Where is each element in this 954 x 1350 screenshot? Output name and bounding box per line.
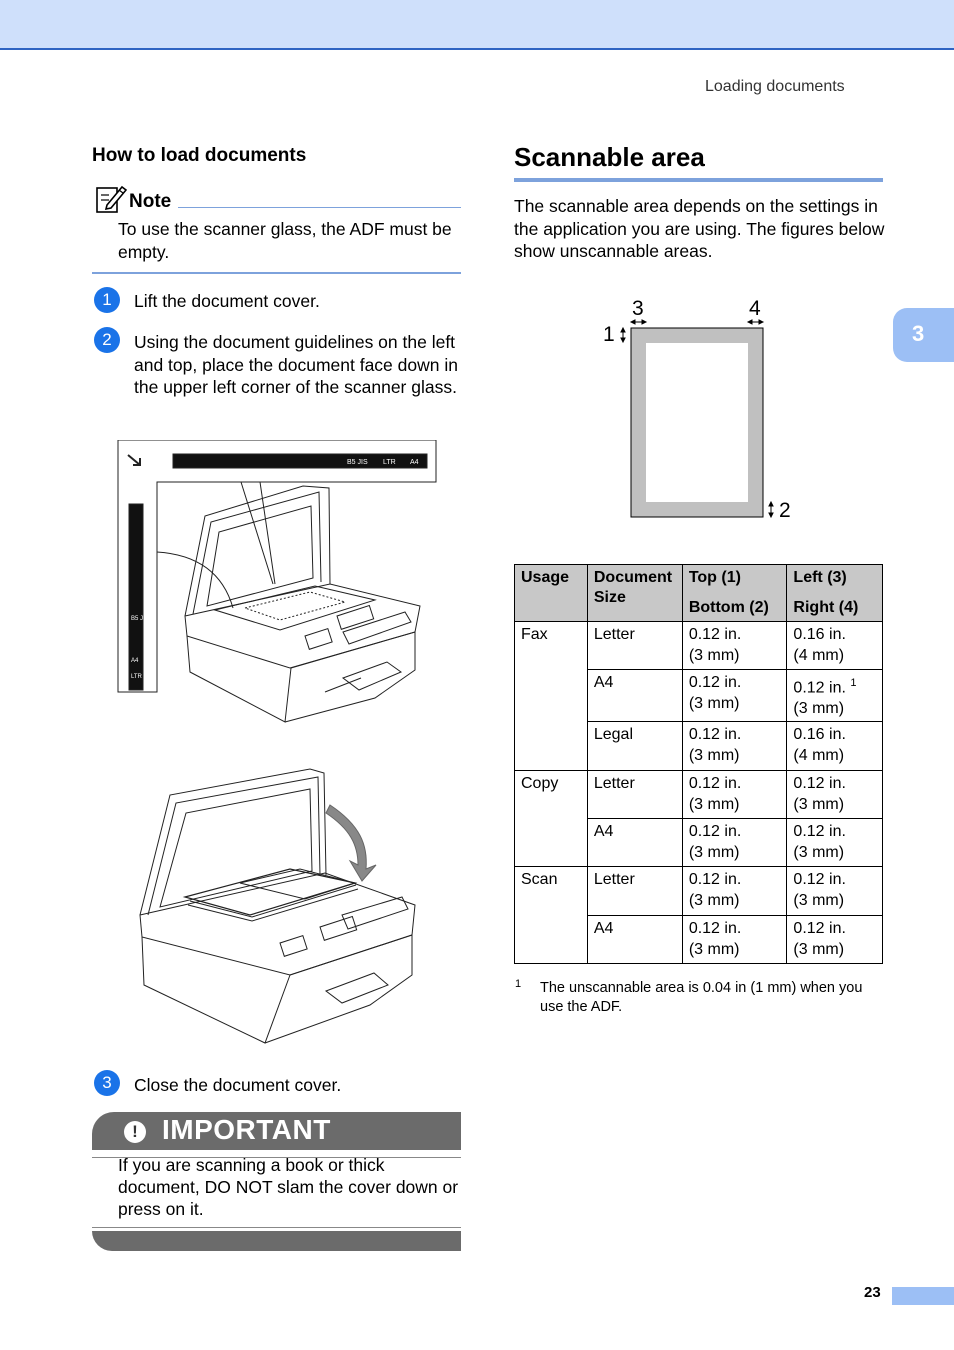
table-row <box>515 867 883 916</box>
footnote-number: 1 <box>515 978 522 990</box>
note-label: Note <box>129 191 172 212</box>
diagram-label-bottom: 2 <box>779 499 791 522</box>
top-bottom-cell: 0.12 in. (3 mm) <box>682 819 787 867</box>
left-right-cell: 0.12 in. (3 mm) <box>787 771 883 819</box>
size-cell: Letter <box>587 867 682 916</box>
footnote-text: The unscannable area is 0.04 in (1 mm) when you use the ADF. <box>540 980 863 1015</box>
close-arrow-icon <box>326 805 376 881</box>
left-right-cell: 0.16 in. (4 mm) <box>787 722 883 771</box>
guide-vlabel-ltr: LTR <box>131 674 142 680</box>
col-bottom: Bottom (2) <box>688 599 769 616</box>
note-divider-top <box>178 207 461 208</box>
size-cell: Letter <box>587 622 682 670</box>
col-top-bottom <box>682 565 787 622</box>
top-bottom-cell: 0.12 in. (3 mm) <box>682 622 787 670</box>
left-right-cell: 0.12 in. (3 mm) <box>787 819 883 867</box>
running-header: Loading documents <box>705 78 845 95</box>
top-bottom-cell: 0.12 in. (3 mm) <box>682 722 787 771</box>
important-divider-bottom <box>92 1227 461 1228</box>
col-left: Left (3) <box>793 569 847 586</box>
table-header-row <box>515 565 883 622</box>
guide-label-a4: A4 <box>410 459 419 466</box>
table-row <box>515 771 883 819</box>
footnote-ref: 1 <box>850 677 857 689</box>
guide-vlabel-b5: B5 JIS <box>131 616 149 622</box>
diagram-label-top: 1 <box>603 323 615 346</box>
step-number-2: 2 <box>94 327 120 353</box>
step-text-1: Lift the document cover. <box>134 291 320 311</box>
note-text: To use the scanner glass, the ADF must be empty. <box>118 219 452 262</box>
page-number: 23 <box>864 1284 881 1301</box>
size-cell: A4 <box>587 916 682 964</box>
scannable-area-table <box>514 564 883 964</box>
diagram-label-left: 3 <box>632 297 644 320</box>
step-text-3: Close the document cover. <box>134 1075 342 1095</box>
note-divider-bottom <box>92 272 461 274</box>
scannable-intro: The scannable area depends on the settings in the application you are using. The figures below show unscannable areas. <box>514 196 885 261</box>
close-cover-figure <box>130 765 425 1050</box>
size-cell: Letter <box>587 771 682 819</box>
section-heading-rule <box>514 178 883 182</box>
step-number-3: 3 <box>94 1070 120 1096</box>
diagram-label-right: 4 <box>749 297 761 320</box>
col-usage: Usage <box>515 565 588 622</box>
unscannable-area-diagram <box>595 290 805 525</box>
top-bottom-cell: 0.12 in. (3 mm) <box>682 916 787 964</box>
section-heading-load: How to load documents <box>92 145 307 166</box>
size-cell: A4 <box>587 819 682 867</box>
chapter-tab[interactable] <box>893 308 954 362</box>
guide-vlabel-a4: A4 <box>131 658 139 664</box>
section-heading-scannable: Scannable area <box>514 142 705 172</box>
usage-cell: Copy <box>515 771 588 867</box>
usage-cell: Fax <box>515 622 588 771</box>
important-footer-bar <box>92 1231 461 1251</box>
left-right-cell: 0.12 in. (3 mm) <box>787 867 883 916</box>
col-document-size: Document Size <box>587 565 682 622</box>
usage-cell: Scan <box>515 867 588 964</box>
left-right-cell: 0.12 in. (3 mm) <box>787 916 883 964</box>
guide-label-ltr: LTR <box>383 459 396 466</box>
col-right: Right (4) <box>793 599 859 616</box>
size-cell: A4 <box>587 670 682 722</box>
table-row <box>515 622 883 670</box>
step-number-1: 1 <box>94 287 120 313</box>
scanner-glass-guidelines-figure <box>115 440 440 730</box>
page-tab <box>892 1287 954 1305</box>
guide-label-b5: B5 JIS <box>347 459 368 466</box>
top-bottom-cell: 0.12 in. (3 mm) <box>682 771 787 819</box>
important-title: IMPORTANT <box>162 1114 331 1145</box>
left-right-cell: 0.16 in. (4 mm) <box>787 622 883 670</box>
step-text-2: Using the document guidelines on the left and top, place the document face down in the upper left corner of the scanner glass. <box>134 332 458 397</box>
chapter-number: 3 <box>912 321 925 346</box>
warning-icon: ! <box>124 1121 146 1143</box>
top-bottom-cell: 0.12 in. (3 mm) <box>682 670 787 722</box>
note-pencil-icon <box>95 183 127 215</box>
header-band <box>0 0 954 50</box>
col-left-right <box>787 565 883 622</box>
size-cell: Legal <box>587 722 682 771</box>
left-right-cell: 0.12 in. $^1$ (3 mm) <box>787 670 883 722</box>
col-top: Top (1) <box>688 569 741 586</box>
top-bottom-cell: 0.12 in. (3 mm) <box>682 867 787 916</box>
important-text: If you are scanning a book or thick document, DO NOT slam the cover down or press on it. <box>118 1155 459 1219</box>
